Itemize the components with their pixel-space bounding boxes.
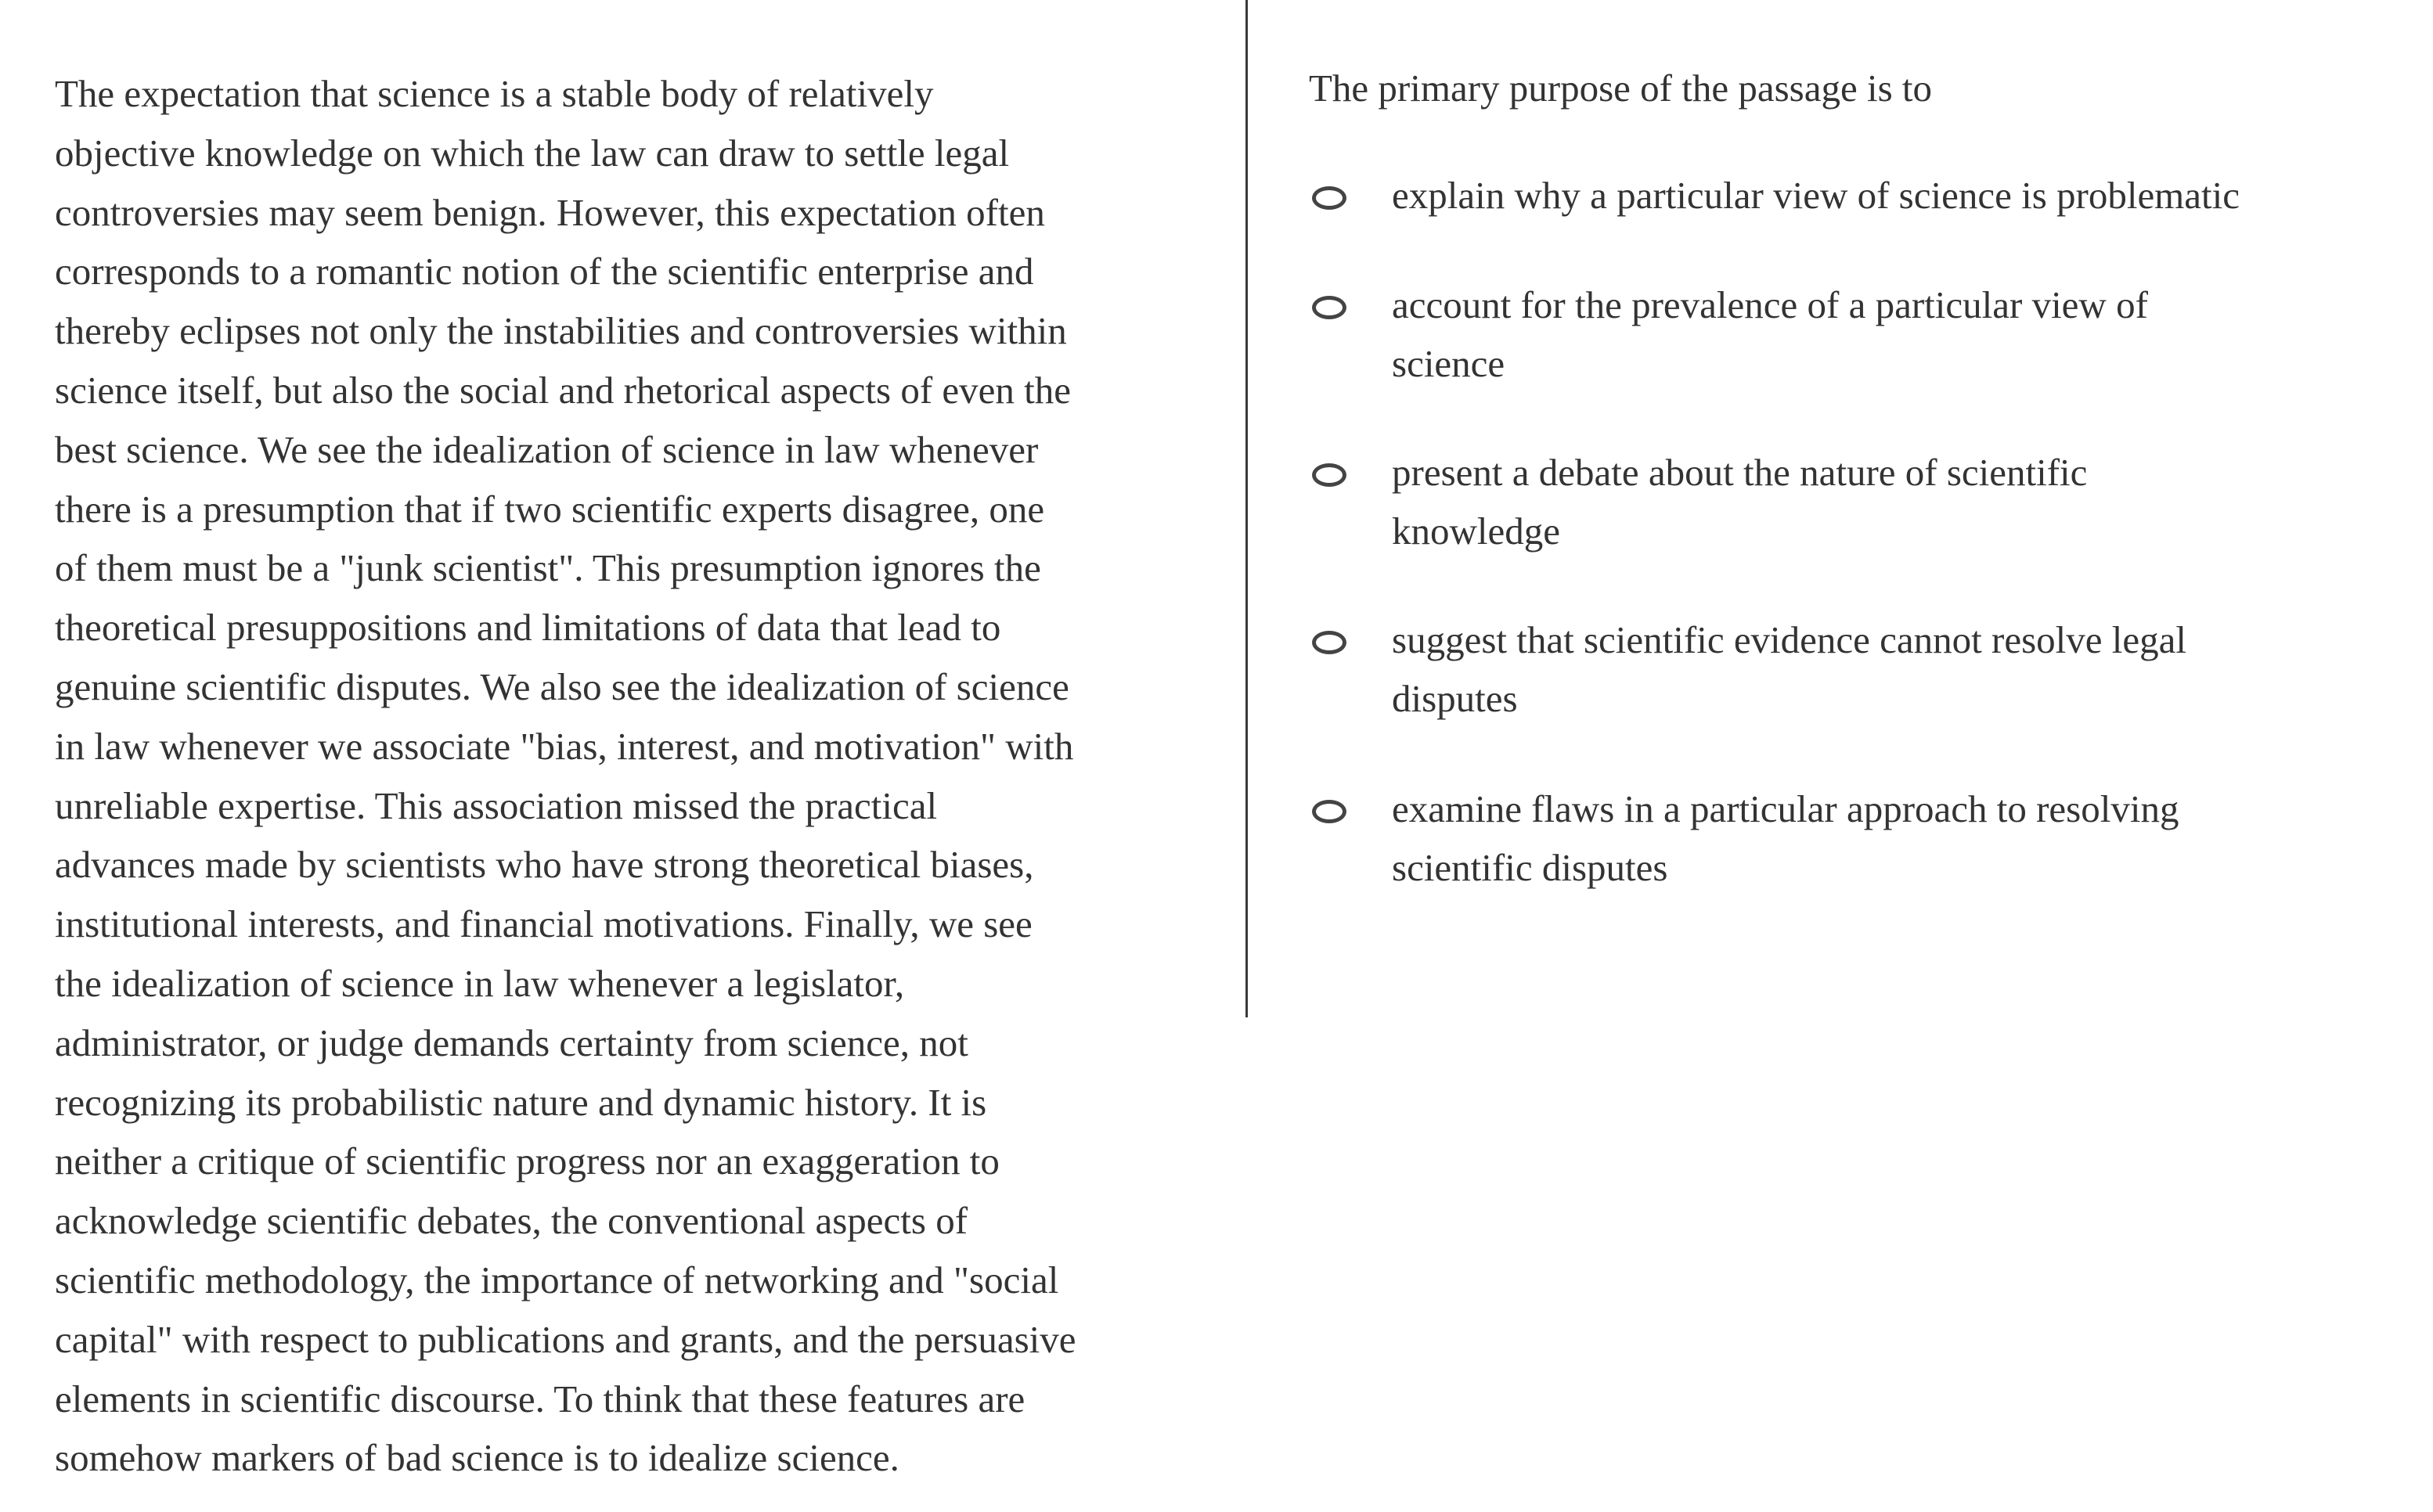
radio-unselected-icon[interactable] [1312,296,1346,319]
question-stem: The primary purpose of the passage is to [1309,67,1933,110]
answer-choice-label [1392,166,2394,225]
answer-choice-label [1392,275,2394,393]
passage-line: somehow markers of bad science is to idealize science. [55,1436,899,1480]
passage-line: genuine scientific disputes. We also see the idealization of science [55,664,1069,708]
passage-line: institutional interests, and financial motivations. Finally, we see [55,902,1033,946]
answer-choice-a[interactable] [1309,166,2405,275]
answer-choice-b[interactable] [1309,275,2405,385]
answer-choice-text: disputes [1392,677,1518,720]
radio-unselected-icon[interactable] [1312,631,1346,654]
passage-line: acknowledge scientific debates, the conventional aspects of [55,1199,968,1243]
answer-choice-label [1392,779,2394,897]
answer-choice-text: present a debate about the nature of scientific [1392,451,2088,494]
answer-choice-text: account for the prevalence of a particular view of [1392,283,2148,326]
passage-line: elements in scientific discourse. To think that these features are [55,1377,1025,1420]
passage-pane [55,64,1190,1488]
answer-choice-text: suggest that scientific evidence cannot resolve legal [1392,618,2187,661]
answer-choice-text: scientific disputes [1392,846,1668,889]
passage-line: theoretical presuppositions and limitations of data that lead to [55,606,1001,650]
passage-line: best science. We see the idealization of science in law whenever [55,427,1039,471]
passage-line: of them must be a "junk scientist". This presumption ignores the [55,546,1041,590]
radio-unselected-icon[interactable] [1312,463,1346,487]
passage-line: objective knowledge on which the law can draw to settle legal [55,131,1010,175]
answer-choice-text: science [1392,342,1505,385]
answer-choice-c[interactable] [1309,443,2405,553]
pane-divider [1245,0,1248,1017]
answer-choice-label [1392,610,2394,728]
answer-choice-text: explain why a particular view of science is problematic [1392,174,2240,217]
passage-line: thereby eclipses not only the instabilities and controversies within [55,309,1067,353]
answer-choice-label [1392,443,2394,560]
passage-line: the idealization of science in law whenever a legislator, [55,961,905,1005]
passage-line: corresponds to a romantic notion of the scientific enterprise and [55,250,1034,293]
passage-line: capital" with respect to publications and grants, and the persuasive [55,1317,1076,1361]
answer-choice-text: knowledge [1392,509,1560,553]
radio-unselected-icon[interactable] [1312,800,1346,823]
passage-line: neither a critique of scientific progress nor an exaggeration to [55,1139,1000,1183]
passage-line: advances made by scientists who have strong theoretical biases, [55,843,1034,887]
passage-line: recognizing its probabilistic nature and dynamic history. It is [55,1080,987,1124]
answer-choice-text: examine flaws in a particular approach to resolving [1392,787,2179,830]
answer-choice-d[interactable] [1309,610,2405,720]
passage-text [55,64,1190,1488]
answer-choice-e[interactable] [1309,779,2405,889]
passage-line: administrator, or judge demands certainty from science, not [55,1021,968,1064]
passage-line: science itself, but also the social and rhetorical aspects of even the [55,368,1071,412]
passage-line: controversies may seem benign. However, this expectation often [55,190,1045,234]
passage-line: The expectation that science is a stable body of relatively [55,72,934,115]
passage-line: there is a presumption that if two scientific experts disagree, one [55,487,1045,531]
passage-line: scientific methodology, the importance of networking and "social [55,1258,1059,1301]
passage-line: in law whenever we associate "bias, interest, and motivation" with [55,724,1074,768]
radio-unselected-icon[interactable] [1312,186,1346,210]
passage-line: unreliable expertise. This association missed the practical [55,783,938,827]
